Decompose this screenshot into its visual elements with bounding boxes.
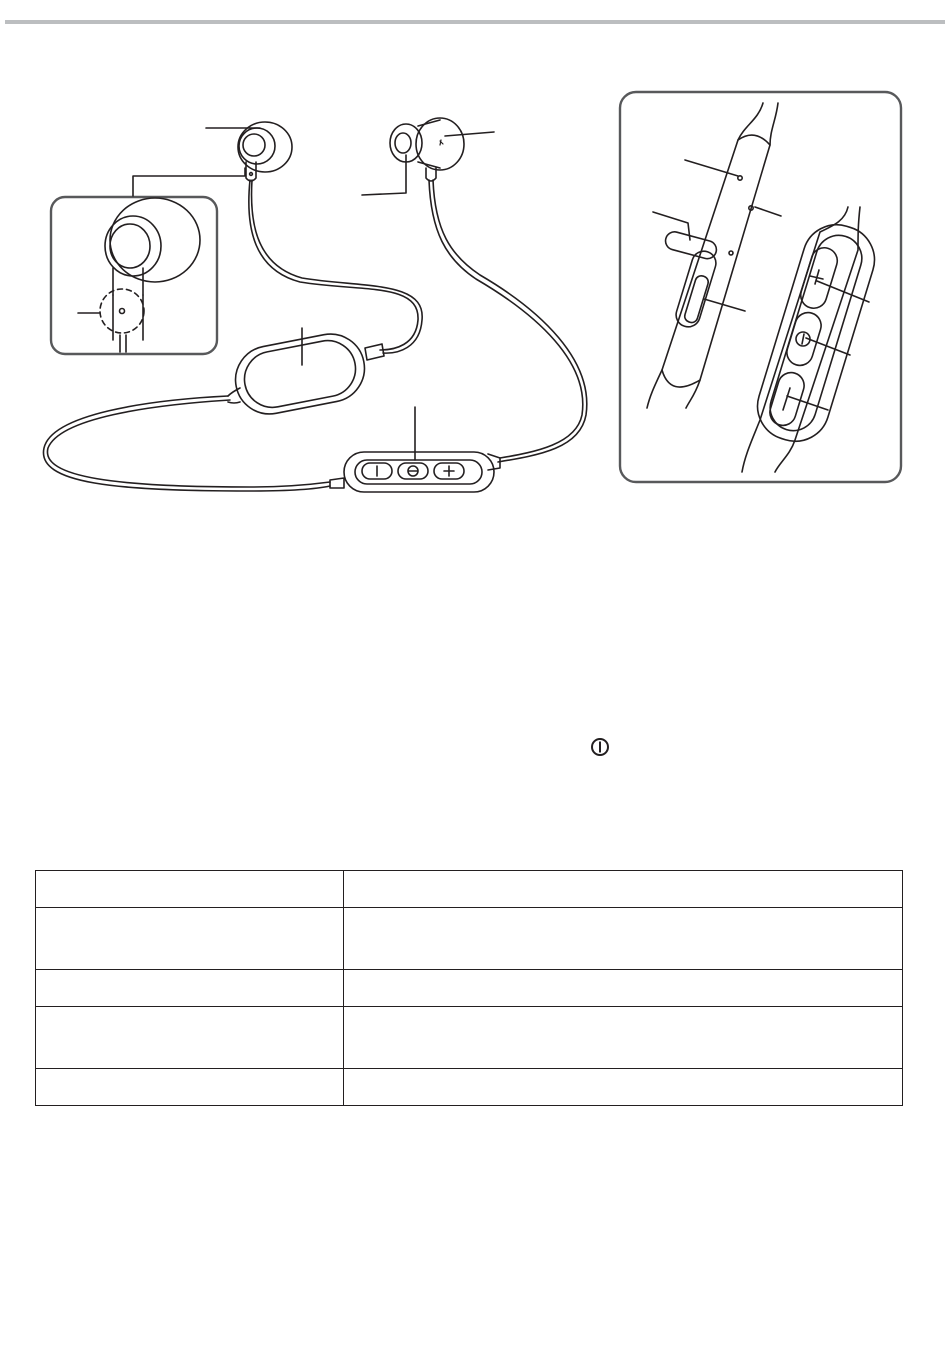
table-cell-value	[344, 908, 903, 970]
right-earpiece	[390, 118, 464, 181]
leader-lines	[78, 128, 869, 460]
table-cell-label	[36, 908, 344, 970]
table-cell-value	[344, 970, 903, 1007]
table-cell-value	[344, 1007, 903, 1069]
table-row	[36, 1007, 903, 1069]
left-earpiece	[238, 122, 292, 181]
neckband-cable	[43, 180, 586, 491]
power-icon	[589, 736, 611, 758]
spec-table	[35, 870, 903, 1106]
table-row	[36, 970, 903, 1007]
table-cell-value	[344, 1069, 903, 1106]
housing-detail	[647, 103, 778, 408]
table-row	[36, 871, 903, 908]
remote-detail	[742, 207, 883, 472]
table-cell-label	[36, 1007, 344, 1069]
product-diagram	[0, 0, 950, 520]
table-cell-label	[36, 1069, 344, 1106]
table-row	[36, 1069, 903, 1106]
table-cell-label	[36, 871, 344, 908]
battery-housing	[228, 328, 384, 420]
table-cell-label	[36, 970, 344, 1007]
microphone-detail	[100, 198, 200, 352]
table-cell-value	[344, 871, 903, 908]
table-row	[36, 908, 903, 970]
